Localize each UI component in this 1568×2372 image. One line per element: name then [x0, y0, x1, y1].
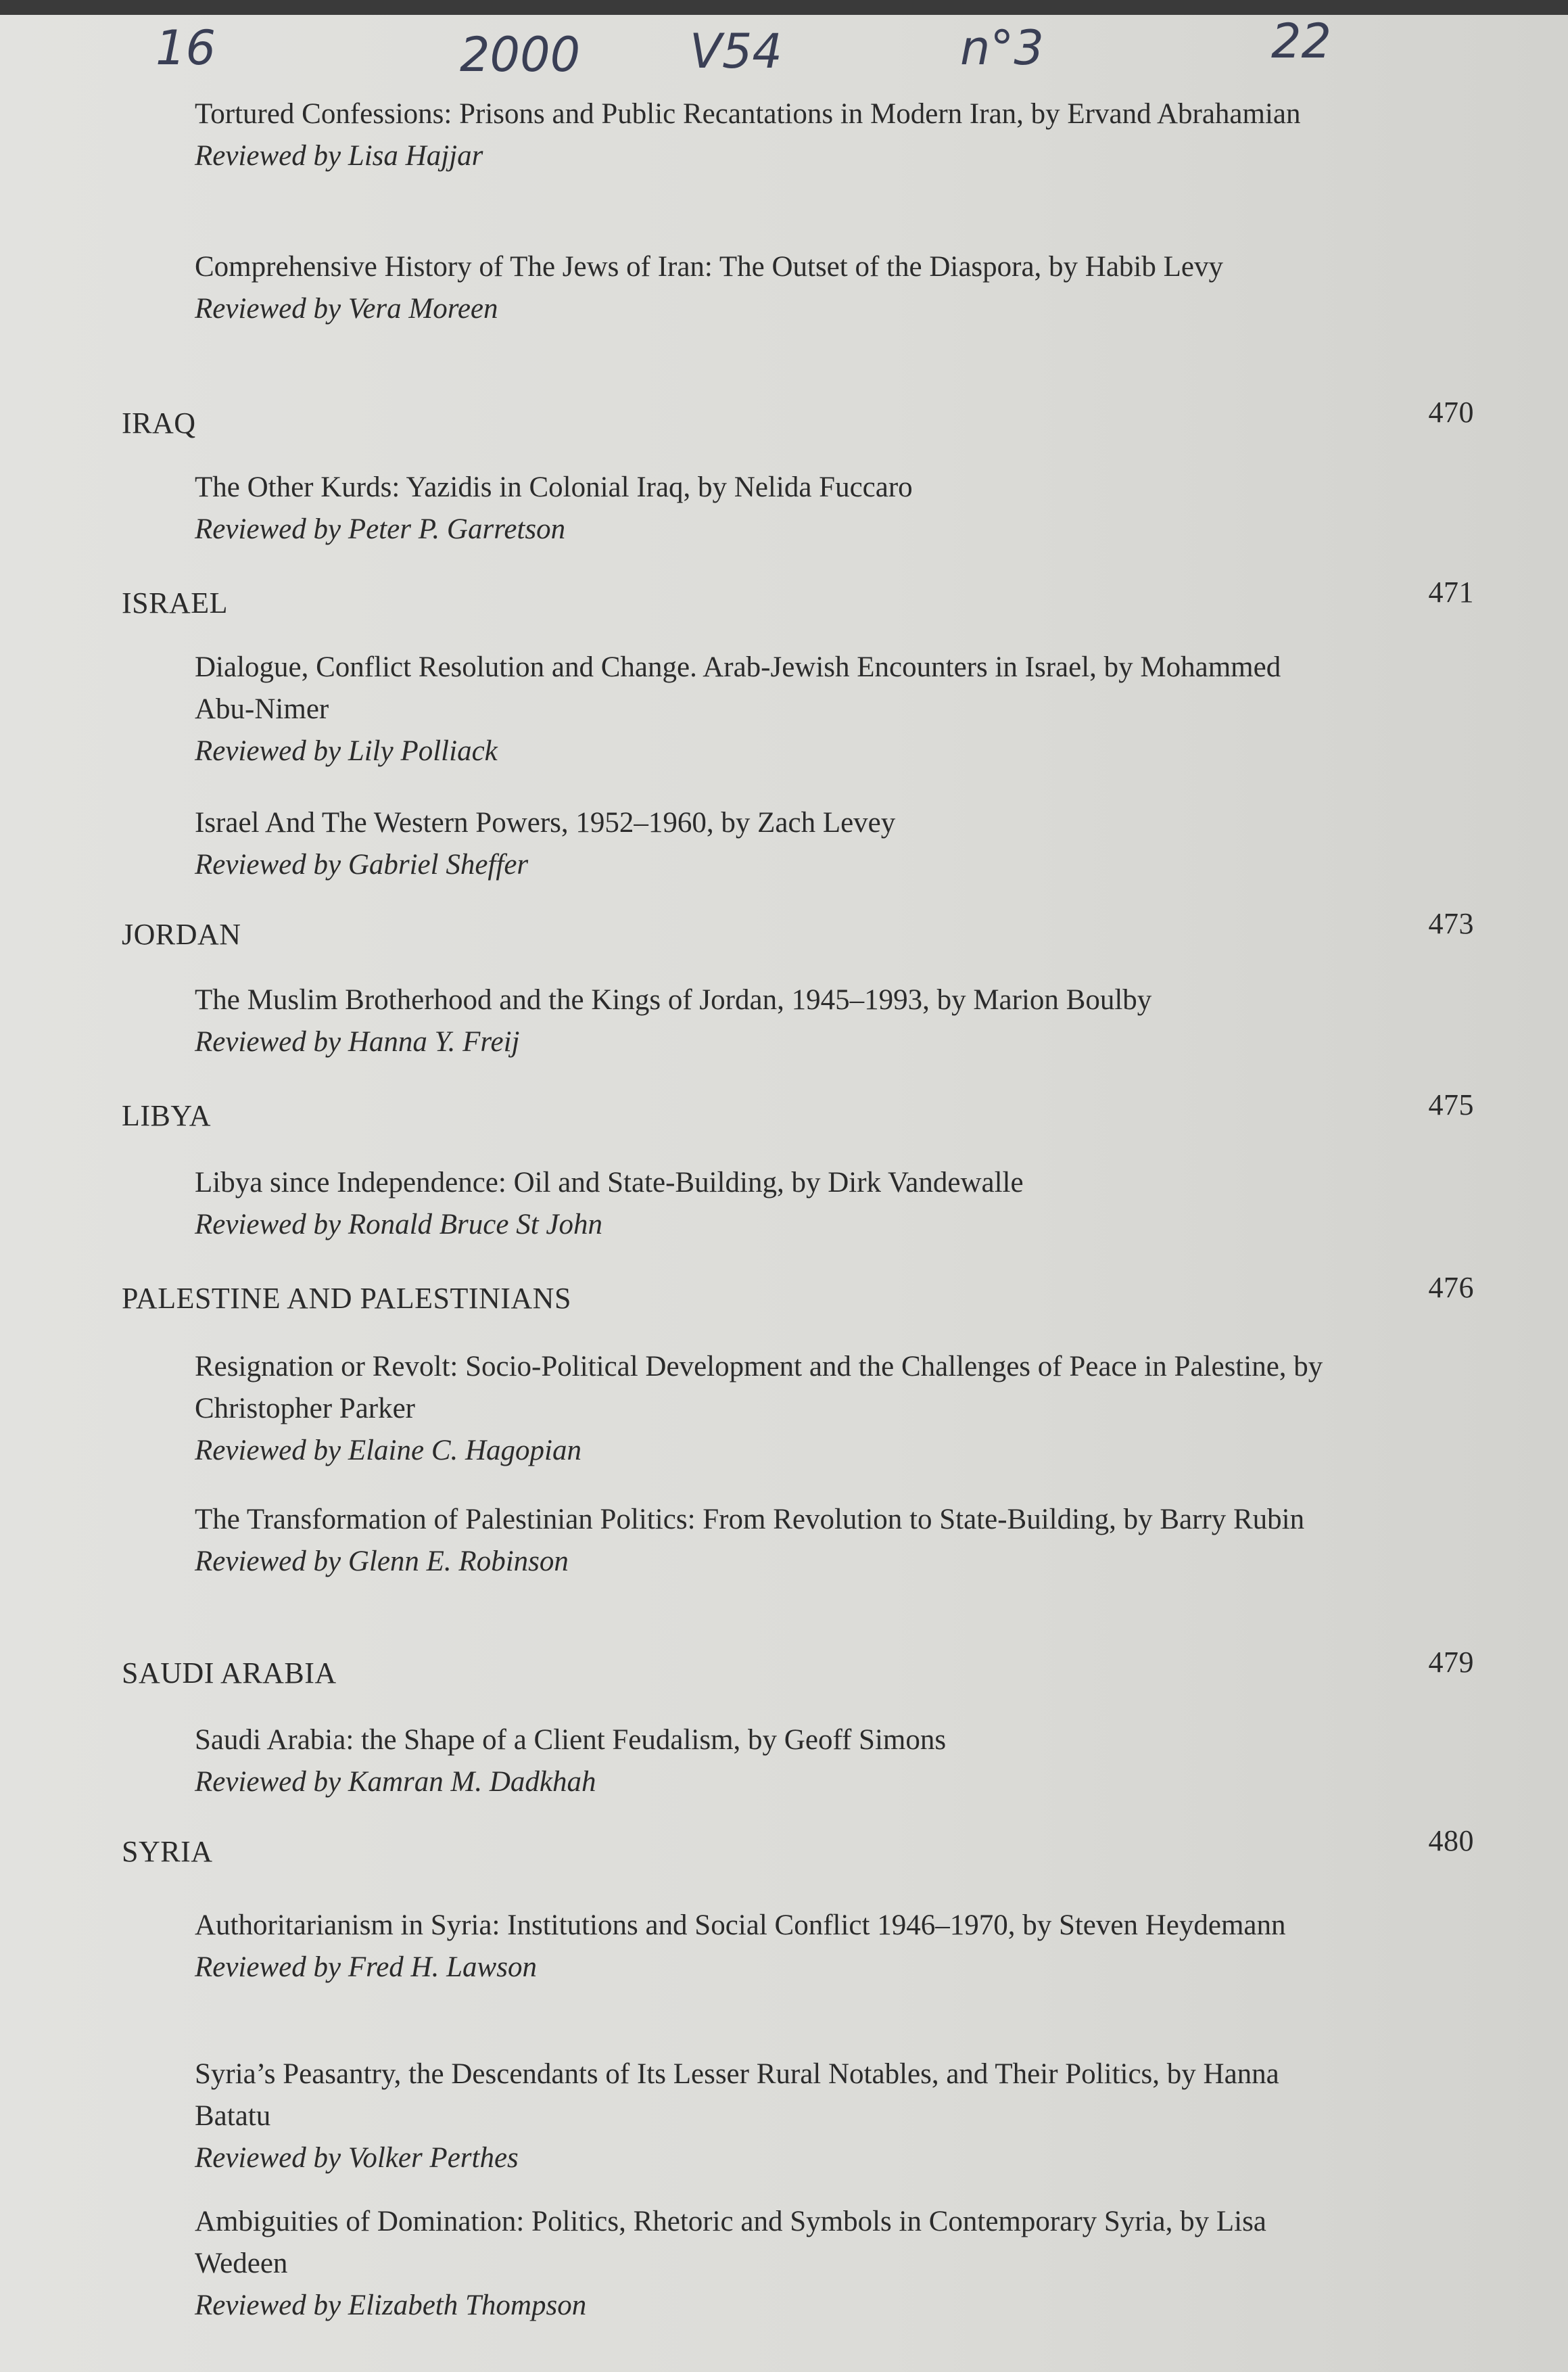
toc-entry	[195, 246, 1344, 330]
toc-entry	[195, 2053, 1344, 2179]
toc-entry	[195, 1499, 1344, 1583]
toc-entry	[195, 2201, 1344, 2327]
toc-entry	[195, 802, 1344, 886]
entry-title: Libya since Independence: Oil and State-Building, by Dirk Vandewalle	[195, 1167, 1024, 1199]
section-title: ISRAEL	[122, 586, 228, 620]
entry-reviewer: Reviewed by Elaine C. Hagopian	[195, 1435, 581, 1466]
section-page-number: 480	[1428, 1824, 1474, 1857]
entry-reviewer: Reviewed by Hanna Y. Freij	[195, 1026, 520, 1058]
toc-entry	[195, 1905, 1344, 1989]
entry-reviewer: Reviewed by Ronald Bruce St John	[195, 1209, 602, 1240]
section-title: LIBYA	[122, 1099, 212, 1132]
section-title: SAUDI ARABIA	[122, 1656, 337, 1690]
handwriting-note-2: 2000	[460, 27, 581, 83]
top-edge	[0, 0, 1568, 15]
entry-title: The Muslim Brotherhood and the Kings of Jordan, 1945–1993, by Marion Boulby	[195, 984, 1152, 1016]
handwriting-note-3: V54	[690, 24, 782, 79]
section-title: IRAQ	[122, 406, 196, 440]
entry-title: The Other Kurds: Yazidis in Colonial Iraq, by Nelida Fuccaro	[195, 471, 913, 503]
entry-reviewer: Reviewed by Peter P. Garretson	[195, 513, 566, 545]
entry-title: The Transformation of Palestinian Politics: From Revolution to State-Building, by Barry Rubin	[195, 1504, 1305, 1535]
entry-title: Resignation or Revolt: Socio-Political Development and the Challenges of Peace in Palestine, by Christopher Parker	[195, 1351, 1323, 1424]
section-page-number: 476	[1428, 1271, 1474, 1304]
toc-entry	[195, 1162, 1344, 1246]
toc-entry	[195, 1346, 1344, 1472]
toc-entry	[195, 979, 1344, 1063]
entry-reviewer: Reviewed by Glenn E. Robinson	[195, 1545, 569, 1577]
section-page-number: 479	[1428, 1646, 1474, 1679]
entry-title: Comprehensive History of The Jews of Iran: The Outset of the Diaspora, by Habib Levy	[195, 251, 1223, 283]
section-page-number: 471	[1428, 576, 1474, 609]
entry-reviewer: Reviewed by Gabriel Sheffer	[195, 849, 529, 881]
section-title: SYRIA	[122, 1835, 213, 1868]
section-page-number: 475	[1428, 1088, 1474, 1121]
toc-entry	[195, 1719, 1344, 1803]
toc-entry	[195, 467, 1344, 551]
entry-reviewer: Reviewed by Lily Polliack	[195, 735, 498, 767]
entry-reviewer: Reviewed by Volker Perthes	[195, 2142, 519, 2174]
handwriting-note-5: 22	[1271, 14, 1332, 69]
entry-title: Dialogue, Conflict Resolution and Change. Arab-Jewish Encounters in Israel, by Mohammed Abu-Nimer	[195, 651, 1281, 725]
handwritten-annotation	[0, 14, 1568, 95]
entry-title: Syria’s Peasantry, the Descendants of Its Lesser Rural Notables, and Their Politics, by Hanna Batatu	[195, 2058, 1279, 2132]
handwriting-note-4: n°3	[960, 20, 1044, 76]
entry-title: Israel And The Western Powers, 1952–1960, by Zach Levey	[195, 807, 896, 839]
entry-reviewer: Reviewed by Fred H. Lawson	[195, 1951, 537, 1983]
entry-title: Tortured Confessions: Prisons and Public Recantations in Modern Iran, by Ervand Abrahamian	[195, 98, 1301, 130]
section-page-number: 473	[1428, 907, 1474, 940]
section-title: JORDAN	[122, 918, 241, 951]
entry-title: Saudi Arabia: the Shape of a Client Feudalism, by Geoff Simons	[195, 1724, 947, 1756]
section-title: PALESTINE AND PALESTINIANS	[122, 1282, 571, 1315]
entry-reviewer: Reviewed by Lisa Hajjar	[195, 140, 483, 172]
toc-entry	[195, 647, 1344, 772]
handwriting-note-1: 16	[156, 20, 216, 76]
entry-reviewer: Reviewed by Elizabeth Thompson	[195, 2289, 587, 2321]
entry-title: Authoritarianism in Syria: Institutions and Social Conflict 1946–1970, by Steven Heydemann	[195, 1909, 1286, 1941]
section-page-number: 470	[1428, 396, 1474, 429]
entry-reviewer: Reviewed by Vera Moreen	[195, 293, 498, 325]
entry-title: Ambiguities of Domination: Politics, Rhetoric and Symbols in Contemporary Syria, by Lisa Wedeen	[195, 2206, 1266, 2279]
entry-reviewer: Reviewed by Kamran M. Dadkhah	[195, 1766, 596, 1798]
toc-entry	[195, 93, 1344, 177]
